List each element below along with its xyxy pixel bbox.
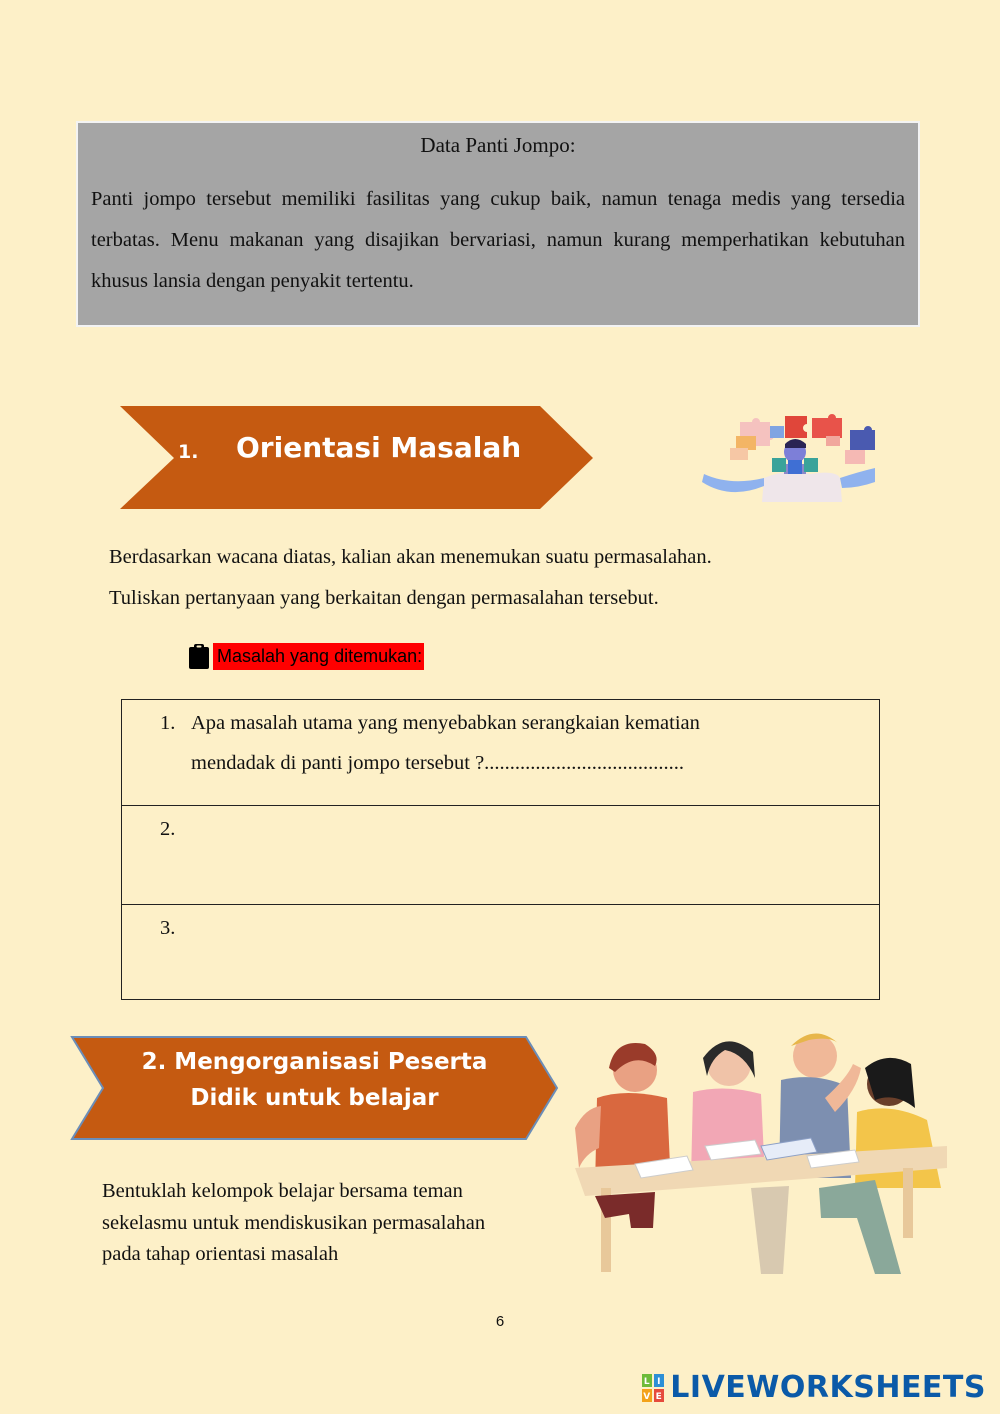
brand-name: LIVEWORKSHEETS <box>670 1370 986 1405</box>
row-number: 2. <box>160 818 176 840</box>
table-row[interactable] <box>122 700 879 805</box>
section2-paragraph <box>102 1176 485 1271</box>
section1-paragraph-line1: Berdasarkan wacana diatas, kalian akan menemukan suatu permasalahan. <box>109 546 712 568</box>
section2-title-line2: Didik untuk belajar <box>190 1085 439 1111</box>
row-text-line1: Apa masalah utama yang menyebabkan serangkaian kematian <box>191 712 700 734</box>
problem-table <box>121 699 880 1000</box>
brand-icon-letter: E <box>655 1391 663 1402</box>
table-row[interactable] <box>122 805 879 904</box>
data-box <box>76 121 920 327</box>
section2-title <box>69 1044 560 1116</box>
section1-paragraph-line2: Tuliskan pertanyaan yang berkaitan dengan permasalahan tersebut. <box>109 587 659 609</box>
brand-icon-letter: I <box>657 1376 662 1387</box>
section2-line3: pada tahap orientasi masalah <box>102 1243 339 1265</box>
data-box-title: Data Panti Jompo: <box>420 133 576 157</box>
section2-line2: sekelasmu untuk mendiskusikan permasalahan <box>102 1211 486 1234</box>
row-text-line2: mendadak di panti jompo tersebut ?....................................... <box>191 752 685 774</box>
section2-title-line1: 2. Mengorganisasi Peserta <box>141 1049 488 1075</box>
page-number: 6 <box>495 1313 505 1330</box>
table-row[interactable] <box>122 904 879 1000</box>
masalah-label <box>188 640 424 672</box>
section2-line1: Bentuklah kelompok belajar bersama teman <box>102 1180 463 1202</box>
row-number: 3. <box>160 917 176 939</box>
data-box-text: Panti jompo tersebut memiliki fasilitas yang cukup baik, namun tenaga medis yang tersedia terbatas. Menu makanan yang disajikan bervariasi, namun kurang memperhatikan kebutuhan khusus lansia dengan penyakit tertentu. <box>91 188 905 292</box>
masalah-label-text: Masalah yang ditemukan: <box>213 643 424 670</box>
liveworksheets-icon <box>642 1374 664 1402</box>
group-study-illustration <box>575 1028 947 1274</box>
brand-logo[interactable] <box>642 1370 986 1405</box>
row-text <box>191 703 831 783</box>
brand-icon-letter: L <box>644 1376 651 1387</box>
section1-number: 1. <box>178 441 199 463</box>
puzzle-illustration <box>700 412 875 502</box>
brand-icon-letter: V <box>643 1391 652 1402</box>
row-number: 1. <box>160 712 176 734</box>
section1-title: Orientasi Masalah <box>236 431 522 464</box>
clipboard-icon <box>188 643 210 669</box>
